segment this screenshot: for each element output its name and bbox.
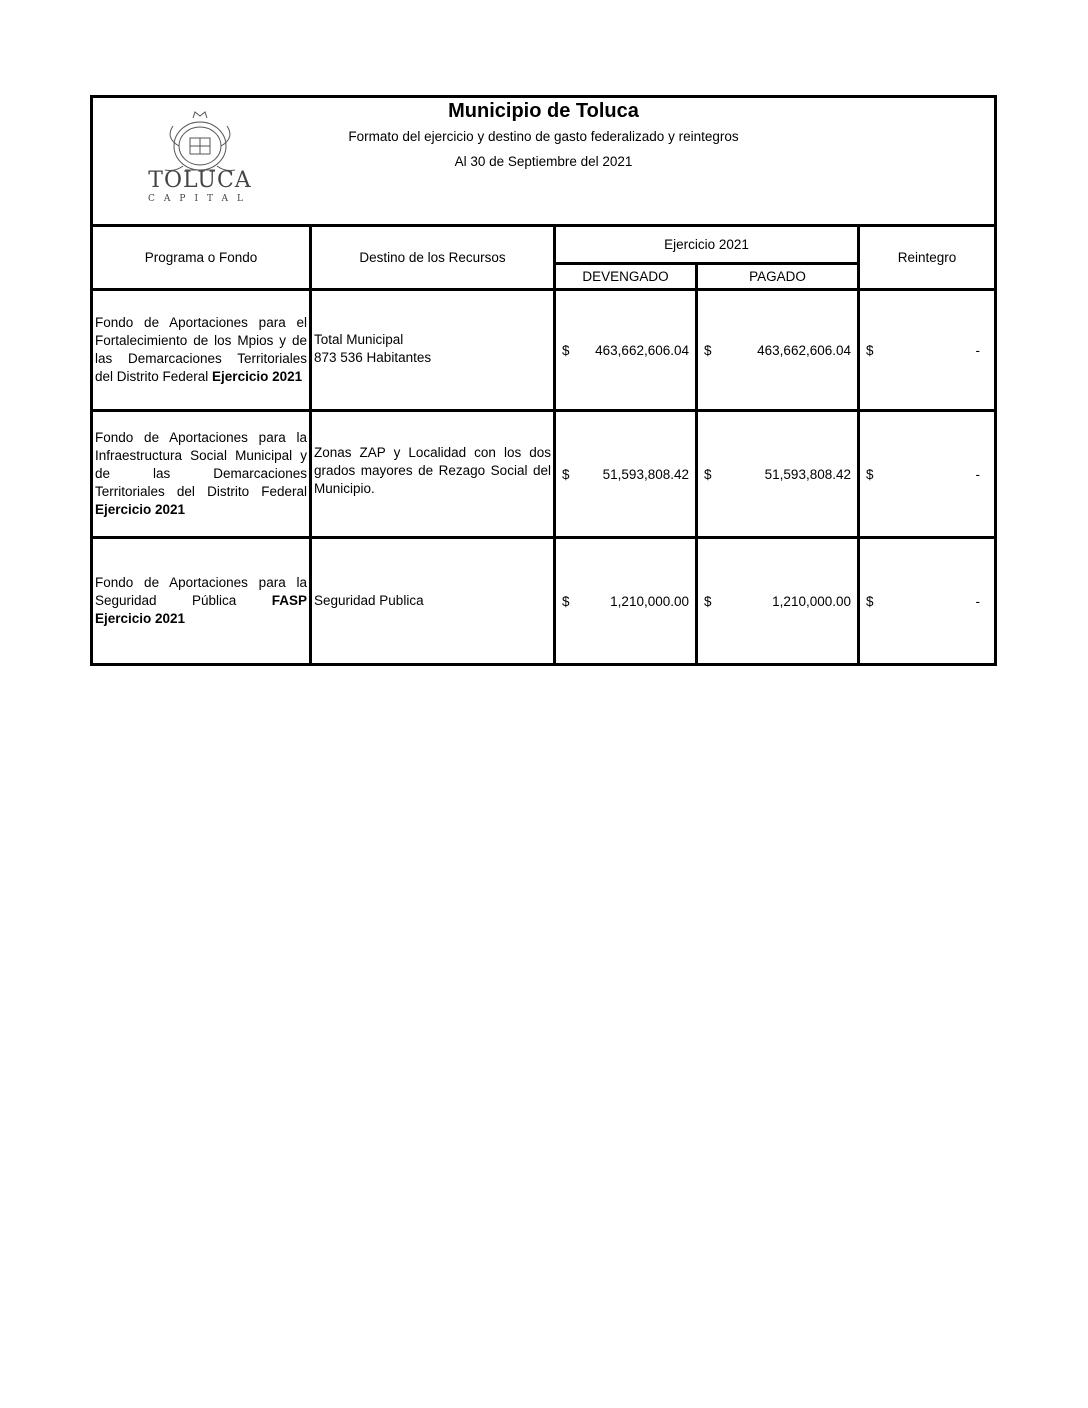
page-title: Municipio de Toluca <box>448 100 639 122</box>
svg-text:TOLUCA: TOLUCA <box>148 168 252 193</box>
table-row-3-devengado <box>556 539 695 663</box>
currency-symbol: $ <box>562 342 570 358</box>
table-row-1-fondo <box>93 291 309 409</box>
currency-symbol: $ <box>866 342 874 358</box>
fondo-line: Infraestructura Social Municipal y <box>95 448 307 463</box>
fondo-line <box>95 592 307 610</box>
currency-symbol: $ <box>704 593 712 609</box>
destino-line: Municipio. <box>314 481 375 496</box>
table-row-1-reintegro <box>860 291 994 409</box>
table-row-3-pagado <box>698 539 857 663</box>
header-pagado: PAGADO <box>749 269 806 284</box>
destino-line: grados mayores de Rezago Social del <box>314 463 551 478</box>
fondo-text: del Distrito Federal <box>95 369 213 384</box>
destino-line: Total Municipal <box>314 332 404 347</box>
table-row-1-pagado <box>698 291 857 409</box>
fondo-line: Fortalecimiento de los Mpios y de <box>95 333 307 348</box>
report-header <box>93 98 994 227</box>
header-destino: Destino de los Recursos <box>359 250 506 265</box>
header-programa: Programa o Fondo <box>144 250 258 265</box>
fondo-line <box>95 368 307 386</box>
fondo-year: Ejercicio 2021 <box>212 369 303 384</box>
header-ejercicio: Ejercicio 2021 <box>664 237 749 252</box>
amount-value: 1,210,000.00 <box>772 593 851 609</box>
amount-value: 463,662,606.04 <box>595 342 689 358</box>
destino-line: Zonas ZAP y Localidad con los dos <box>314 445 551 460</box>
fondo-line: Fondo de Aportaciones para la <box>95 430 307 445</box>
destino-line: 873 536 Habitantes <box>314 350 432 365</box>
report-date: Al 30 de Septiembre del 2021 <box>454 154 633 169</box>
amount-value: - <box>975 593 980 609</box>
amount-value: 463,662,606.04 <box>757 342 851 358</box>
currency-symbol: $ <box>562 593 570 609</box>
fondo-text: Seguridad Pública <box>95 593 272 608</box>
header-devengado: DEVENGADO <box>582 269 669 284</box>
table-row-1-devengado <box>556 291 695 409</box>
table-row-2-fondo <box>93 412 309 536</box>
fondo-line: Territoriales del Distrito Federal <box>95 484 307 499</box>
fondo-year: Ejercicio 2021 <box>95 502 186 517</box>
table-row-2-pagado <box>698 412 857 536</box>
fondo-year: Ejercicio 2021 <box>95 611 186 626</box>
table-row-2-devengado <box>556 412 695 536</box>
table-row-1-destino <box>312 291 553 409</box>
fondo-line: de las Demarcaciones <box>95 466 307 481</box>
table-row-3-reintegro <box>860 539 994 663</box>
table-row-2-destino <box>312 412 553 536</box>
amount-value: - <box>975 466 980 482</box>
fondo-line: Fondo de Aportaciones para el <box>95 315 307 330</box>
fondo-line: las Demarcaciones Territoriales <box>95 351 307 366</box>
table-row-2-reintegro <box>860 412 994 536</box>
currency-symbol: $ <box>866 593 874 609</box>
fondo-code: FASP <box>271 593 307 608</box>
currency-symbol: $ <box>704 466 712 482</box>
report-table <box>90 95 997 666</box>
destino-line: Seguridad Publica <box>314 593 424 608</box>
amount-value: 51,593,808.42 <box>764 466 851 482</box>
currency-symbol: $ <box>562 466 570 482</box>
svg-text:CAPITAL: CAPITAL <box>148 194 252 203</box>
fondo-line <box>95 501 307 519</box>
header-reintegro: Reintegro <box>897 250 957 265</box>
currency-symbol: $ <box>704 342 712 358</box>
amount-value: 1,210,000.00 <box>610 593 689 609</box>
table-row-3-destino <box>312 539 553 663</box>
currency-symbol: $ <box>866 466 874 482</box>
table-row-3-fondo <box>93 539 309 663</box>
amount-value: - <box>975 342 980 358</box>
fondo-line <box>95 610 307 628</box>
amount-value: 51,593,808.42 <box>602 466 689 482</box>
report-subtitle: Formato del ejercicio y destino de gasto federalizado y reintegros <box>348 129 739 144</box>
fondo-line: Fondo de Aportaciones para la <box>95 575 307 590</box>
